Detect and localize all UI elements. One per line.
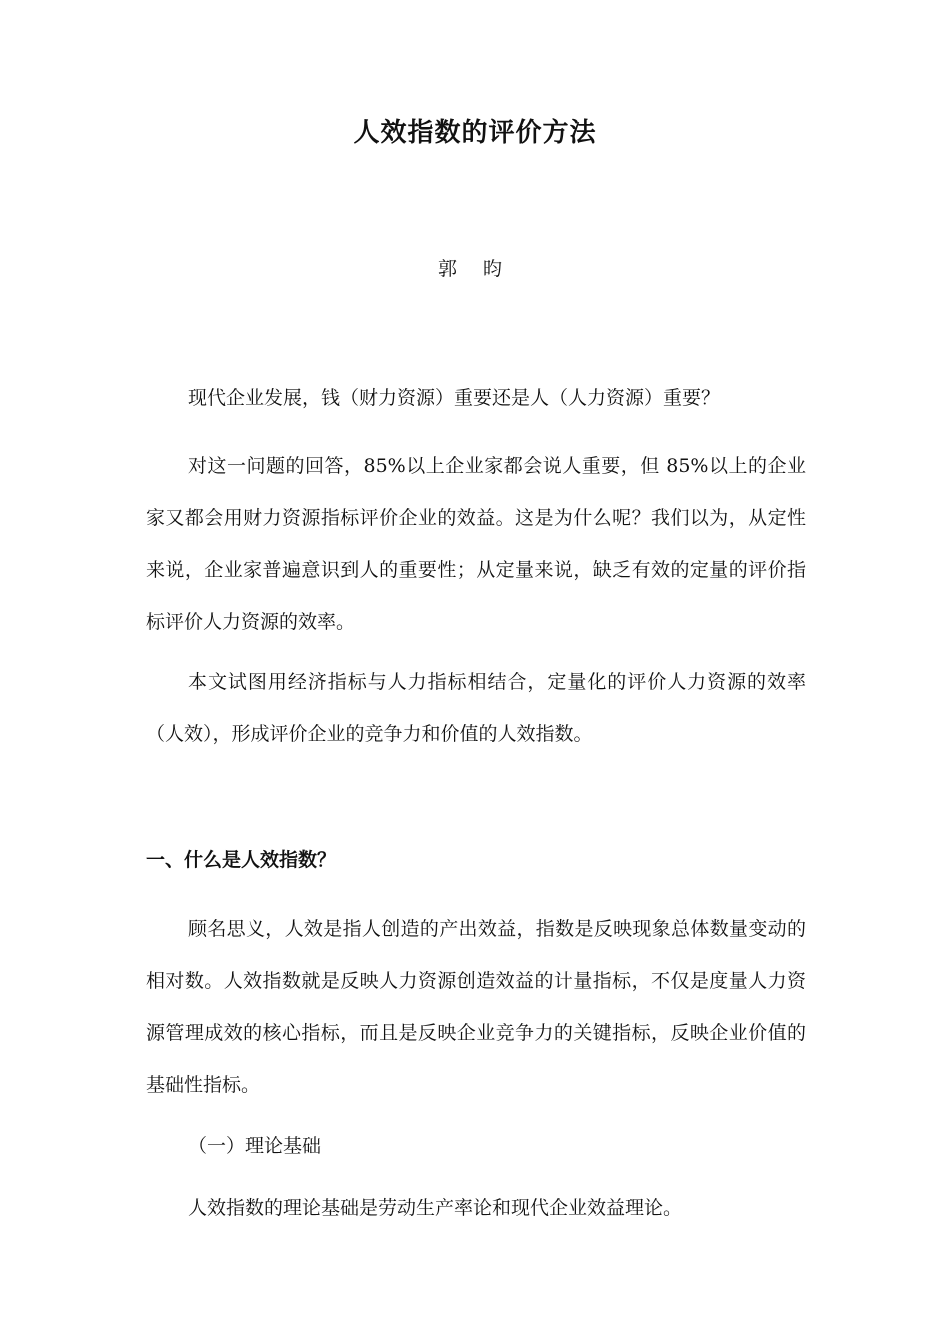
section-heading: 一、什么是人效指数？ xyxy=(146,849,337,871)
subsection-heading: （一）理论基础 xyxy=(188,1135,322,1157)
section-paragraph: 顾名思义，人效是指人创造的产出效益，指数是反映现象总体数量变动的相对数。人效指数就是反映人力资源创造效益的计量指标，不仅是度量人力资源管理成效的核心指标，而且是反映企业竞争力的关键指标，反映企业价值的基础性指标。 xyxy=(146,918,806,1096)
intro-paragraph-3: 本文试图用经济指标与人力指标相结合，定量化的评价人力资源的效率（人效），形成评价企业的竞争力和价值的人效指数。 xyxy=(146,671,806,745)
intro-paragraph-2: 对这一问题的回答，85%以上企业家都会说人重要，但 85%以上的企业家又都会用财力资源指标评价企业的效益。这是为什么呢？我们以为，从定性来说，企业家普遍意识到人的重要性；从定量来说，缺乏有效的定量的评价指标评价人力资源的效率。 xyxy=(146,455,806,633)
intro-paragraph-1: 现代企业发展，钱（财力资源）重要还是人（人力资源）重要？ xyxy=(188,387,721,409)
subsection-paragraph: 人效指数的理论基础是劳动生产率论和现代企业效益理论。 xyxy=(188,1197,683,1219)
author-name: 郭 昀 xyxy=(437,258,513,280)
document-title: 人效指数的评价方法 xyxy=(353,118,597,148)
